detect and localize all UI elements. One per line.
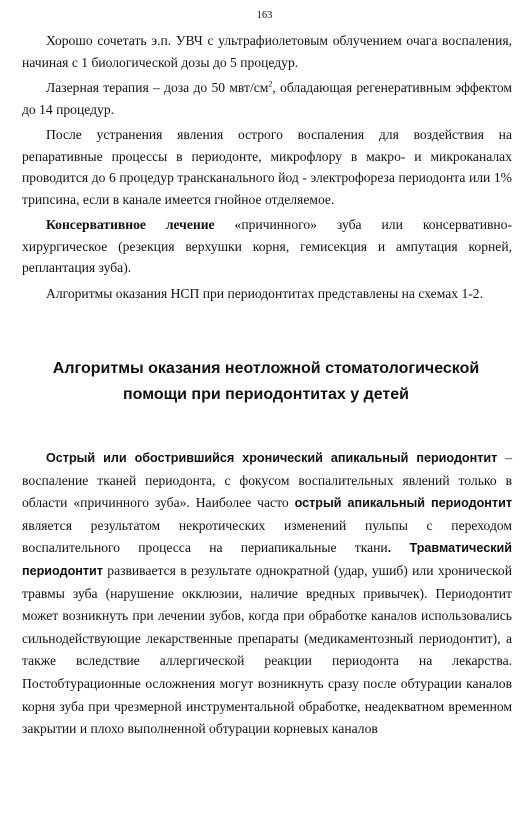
paragraph-algorithms-reference: Алгоритмы оказания НСП при периодонтитах представлены на схемах 1-2. [46, 285, 483, 301]
laser-text-a: Лазерная терапия – доза до 50 мвт/см [46, 80, 269, 95]
paragraph-uhf-therapy: Хорошо сочетать э.п. УВЧ с ультрафиолетовым облучением очага воспаления, начиная с 1 биологической дозы до 5 процедур. [22, 33, 512, 70]
page-number: 163 [256, 10, 273, 21]
text-block-bottom [22, 447, 512, 741]
definition-text-1: – воспаление тканей периодонта, с фокусом воспалительных явлений только в области «причинного зуба». Наиболее часто [22, 450, 512, 511]
laser-text-b: , обладающая регенеративным эффектом до 14 процедур. [22, 80, 512, 117]
paragraph-laser-therapy [22, 77, 512, 120]
paragraph-periodontitis-definition [22, 447, 512, 741]
text-block-top [22, 30, 512, 304]
definition-text-2: является результатом некротических изменений пульпы с переходом воспалительного процесса на периапикальные ткани [22, 517, 512, 556]
section-heading-line-2: помощи при периодонтитах у детей [123, 386, 409, 403]
conservative-treatment-term: Консервативное лечение [46, 217, 215, 232]
laser-superscript: 2 [268, 79, 273, 89]
section-heading-line-1: Алгоритмы оказания неотложной стоматологической [52, 360, 480, 377]
conservative-treatment-text: «причинного» зуба или консервативно-хирургическое (резекция верхушки корня, гемисекция и ампутация корней, реплантация зуба). [22, 217, 512, 275]
term-traumatic-periodontitis: . Травматический периодонтит [22, 541, 512, 578]
term-acute-periodontitis: Острый или обострившийся хронический апикальный периодонтит [46, 451, 498, 465]
section-heading [20, 356, 512, 408]
paragraph-conservative-treatment [22, 214, 512, 279]
definition-text-3: развивается в результате однократной (удар, ушиб) или хронической травмы зуба (нарушение окклюзии, наличие вредных привычек). Периодонтит может возникнуть при лечении зубов, когда при обработке каналов использовались сильнодействующие лекарственные препараты (медикаментозный периодонтит), а также вследствие аллергической реакции периодонта на лекарства. Постобтурационные осложнения могут возникнуть сразу после обтурации каналов корня зуба при чрезмерной инструментальной обработке, неадекватном временном закрытии и плохо выполненной обтурации корневых каналов [22, 562, 512, 737]
term-acute-apical-periodontitis: острый апикальный периодонтит [294, 496, 512, 511]
paragraph-electrophoresis: После устранения явления острого воспаления для воздействия на репаративные процессы в периодонте, микрофлору в макро- и микроканалах проводится до 6 процедур трансканального йод - электрофореза периодонта или 1% трипсина, если в канале имеется гнойное отделяемое. [22, 127, 512, 207]
